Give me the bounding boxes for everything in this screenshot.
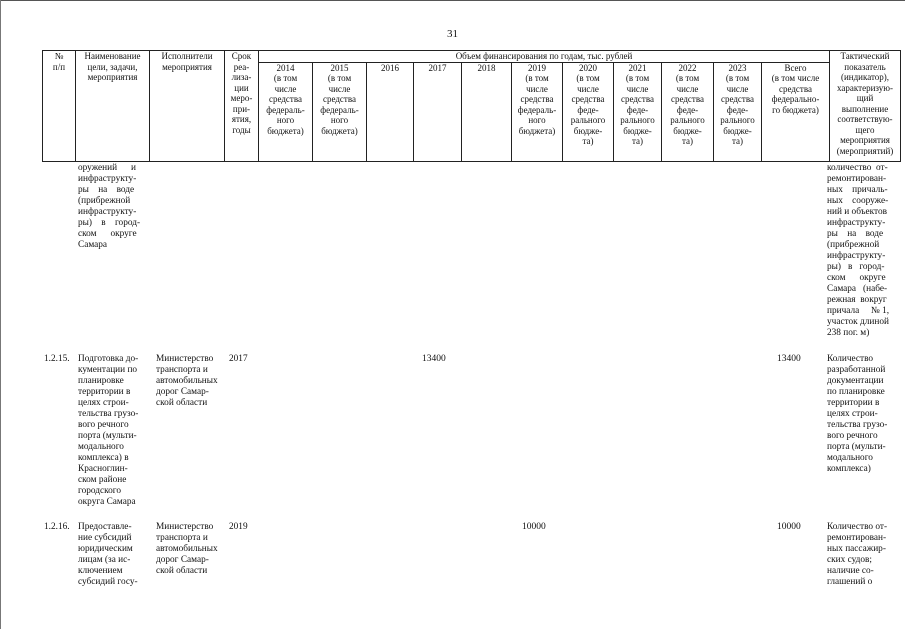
row-1215-total: 13400 (777, 354, 801, 364)
row-1215-value-2017: 13400 (422, 354, 446, 364)
header-name: Наименование цели, задачи, мероприятия (76, 51, 150, 162)
row-1216-name: Предоставле- ние субсидий юридическим лицам (за ис- ключением субсидий госу- (78, 522, 138, 587)
header-year-2015: 2015 (в том числе средства федераль- ного бюджета) (313, 62, 367, 161)
row-1215-name: Подготовка до- кументации по планировке территории в целях строи- тельства грузо- вого речного порта (мульти- модального комплекса) в Красноглин- ском районе городского округа Самара (78, 354, 139, 507)
cont-row-indicator: количество от- ремонтирован- ных причаль- ных сооруже- ний и объектов инфраструкту- ры на воде (прибрежной инфраструкту- ры) в город- ском округе Самара (набе- режная вокруг причала № 1, участок длиной 238 пог. м) (827, 163, 890, 338)
header-indicator: Тактический показатель (индикатор), характеризую- щий выполнение соответствую- щего мероприятия (мероприятий) (830, 51, 901, 162)
row-1216-total: 10000 (777, 522, 801, 532)
row-1216-executor: Министерство транспорта и автомобильных дорог Самар- ской области (156, 522, 218, 576)
row-1215-term: 2017 (229, 354, 248, 364)
header-executors: Исполнители мероприятия (150, 51, 225, 162)
header-year-2019: 2019 (в том числе средства федераль- ного бюджета) (512, 62, 563, 161)
header-year-2014: 2014 (в том числе средства федераль- ного бюджета) (259, 62, 313, 161)
header-year-2020: 2020 (в том числе средства феде- рального бюдже- та) (563, 62, 614, 161)
row-1215-indicator: Количество разработанной документации по планировке территории в целях строи- тельства грузо- вого речного порта (мульти- модального комплекса) (827, 354, 888, 474)
row-1216-value-2019: 10000 (522, 522, 546, 532)
row-1216-number: 1.2.16. (44, 522, 70, 532)
header-year-2023: 2023 (в том числе средства феде- рального бюдже- та) (714, 62, 762, 161)
table-header (42, 50, 901, 162)
header-year-2018: 2018 (462, 62, 512, 161)
row-1215-number: 1.2.15. (44, 354, 70, 364)
row-1215-executor: Министерство транспорта и автомобильных дорог Самар- ской области (156, 354, 218, 408)
header-year-2017: 2017 (414, 62, 462, 161)
header-year-2022: 2022 (в том числе средства феде- рального бюдже- та) (662, 62, 714, 161)
page-number: 31 (447, 28, 458, 40)
cont-row-name: оружений и инфраструкту- ры на воде (прибрежной инфраструкту- ры) в город- ском округе Самара (78, 163, 141, 250)
header-no: № п/п (43, 51, 76, 162)
scan-left-edge (0, 0, 1, 629)
row-1216-term: 2019 (229, 522, 248, 532)
header-year-2016: 2016 (367, 62, 414, 161)
scan-top-edge (0, 0, 905, 1)
header-funding: Объем финансирования по годам, тыс. рублей (259, 51, 830, 63)
header-year-2021: 2021 (в том числе средства феде- рального бюдже- та) (614, 62, 662, 161)
header-term: Срок реа- лиза- ции меро- при- ятия, годы (225, 51, 259, 162)
header-total: Всего (в том числе средства федерально- го бюджета) (762, 62, 830, 161)
row-1216-indicator: Количество от- ремонтирован- ных пассажир- ских судов; наличие со- глашений о (827, 522, 888, 587)
